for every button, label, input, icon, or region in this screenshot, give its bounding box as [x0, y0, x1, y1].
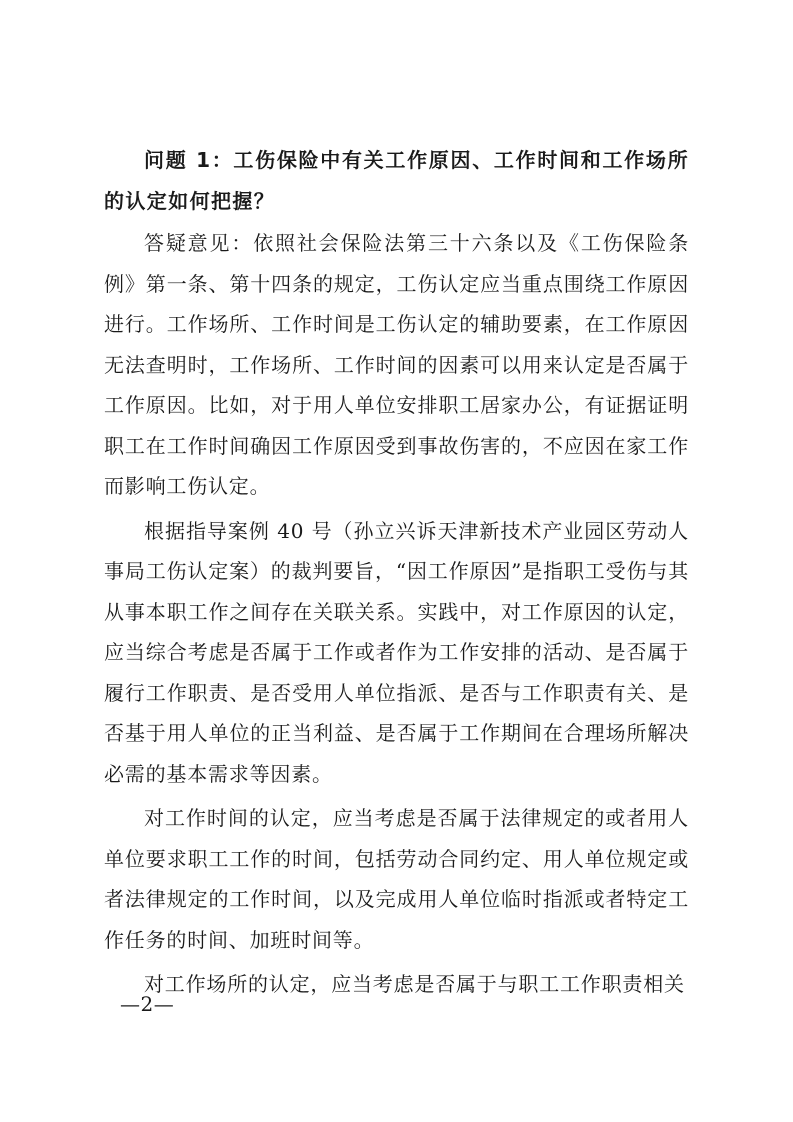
work-time-paragraph: 对工作时间的认定，应当考虑是否属于法律规定的或者用人单位要求职工工作的时间，包括劳动合同约定、用人单位规定或者法律规定的工作时间，以及完成用人单位临时指派或者特定工作任务的时间、加班时间等。: [104, 806, 689, 952]
page-number: —2—: [120, 992, 175, 1016]
question-heading: 问题 1：工伤保险中有关工作原因、工作时间和工作场所的认定如何把握？: [104, 148, 689, 213]
work-reason-paragraph: 根据指导案例 40 号（孙立兴诉天津新技术产业园区劳动人事局工伤认定案）的裁判要旨，“因工作原因”是指职工受伤与其从事本职工作之间存在关联关系。实践中，对工作原因的认定，应当综合考虑是否属于工作或者作为工作安排的活动、是否属于履行工作职责、是否受用人单位指派、是否与工作职责有关、是否基于用人单位的正当利益、是否属于工作期间在合理场所解决必需的基本需求等因素。: [104, 518, 689, 786]
document-body: [104, 140, 689, 1005]
work-place-paragraph: 对工作场所的认定，应当考虑是否属于与职工工作职责相关: [144, 972, 685, 996]
answer-paragraph: 答疑意见：依照社会保险法第三十六条以及《工伤保险条例》第一条、第十四条的规定，工伤认定应当重点围绕工作原因进行。工作场所、工作时间是工伤认定的辅助要素，在工作原因无法查明时，工作场所、工作时间的因素可以用来认定是否属于工作原因。比如，对于用人单位安排职工居家办公，有证据证明职工在工作时间确因工作原因受到事故伤害的，不应因在家工作而影响工伤认定。: [104, 231, 689, 498]
